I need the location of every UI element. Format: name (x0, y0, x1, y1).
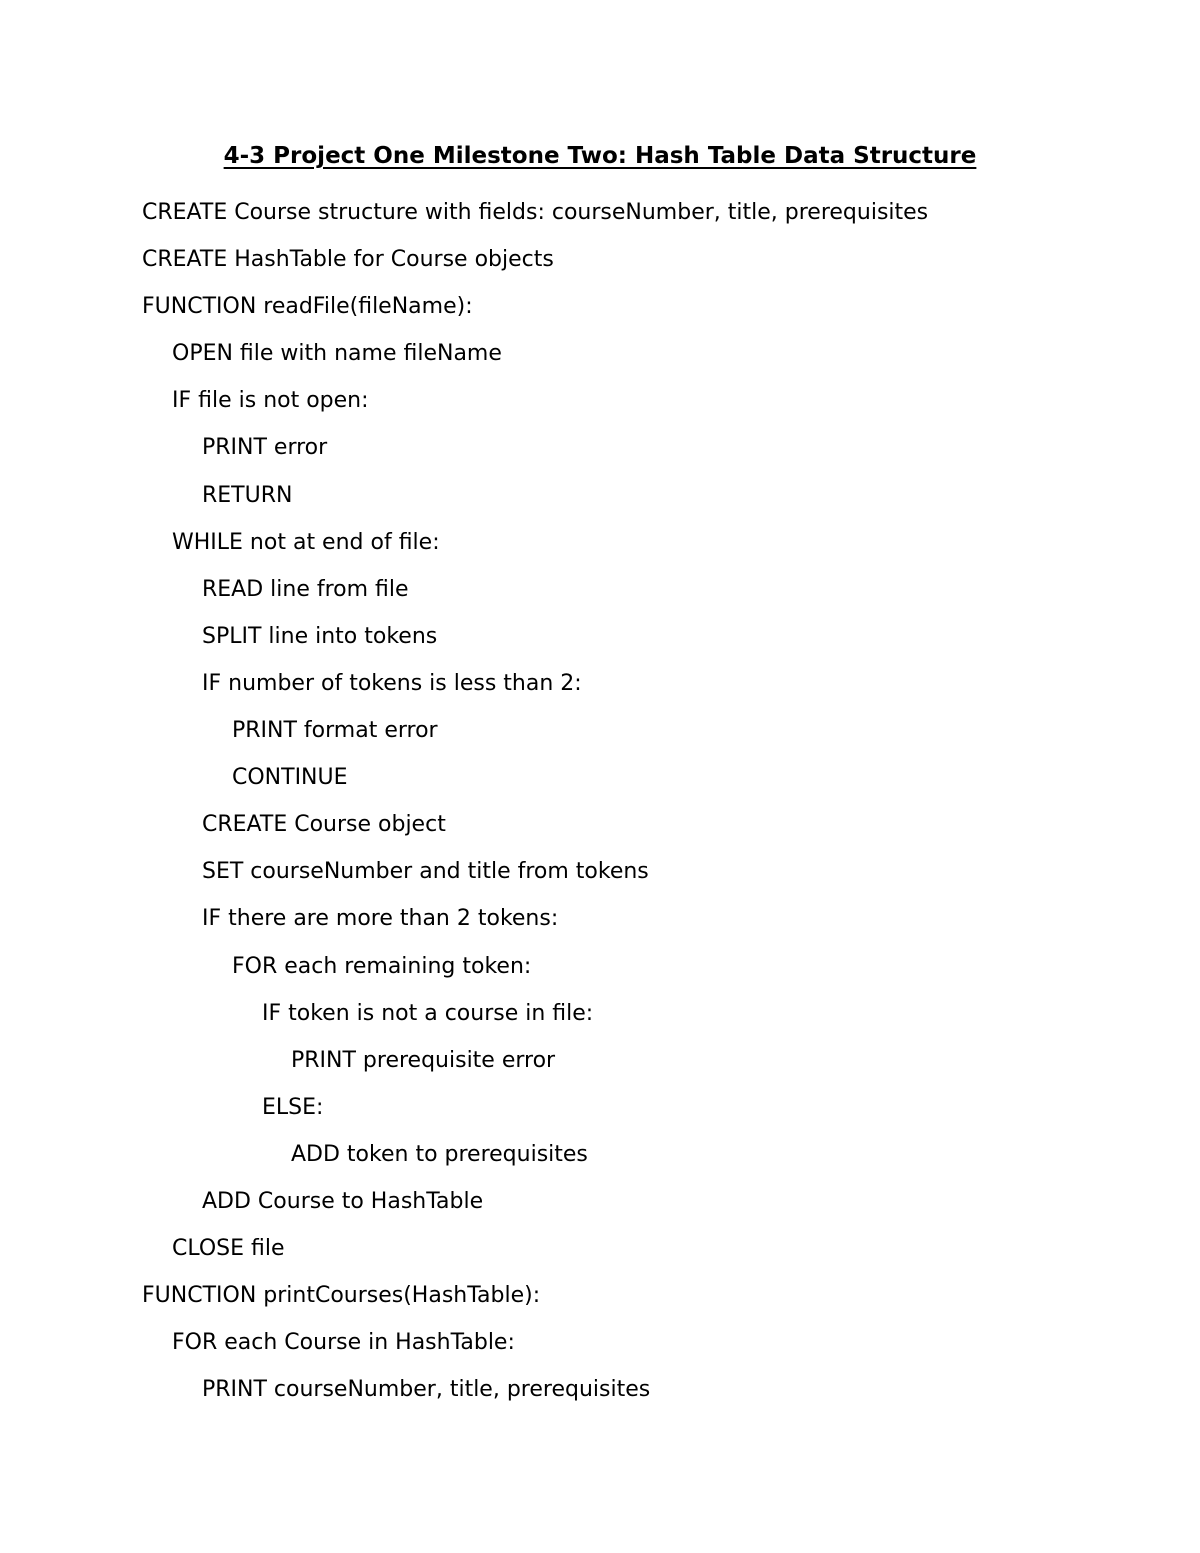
document-title: 4-3 Project One Milestone Two: Hash Table Data Structure (223, 143, 977, 169)
pseudocode-line: CREATE HashTable for Course objects (142, 247, 554, 273)
pseudocode-line: CONTINUE (232, 765, 348, 791)
pseudocode-line: SPLIT line into tokens (202, 623, 438, 649)
pseudocode-line: PRINT error (202, 435, 328, 461)
pseudocode-line: PRINT prerequisite error (291, 1047, 556, 1073)
pseudocode-line: CREATE Course object (202, 812, 446, 838)
pseudocode-line: WHILE not at end of file: (172, 529, 440, 555)
pseudocode-line: FOR each Course in HashTable: (172, 1330, 515, 1356)
pseudocode-line: CREATE Course structure with fields: courseNumber, title, prerequisites (142, 200, 929, 225)
pseudocode-block (142, 197, 928, 1421)
pseudocode-line: READ line from file (202, 576, 409, 602)
pseudocode-line: CLOSE file (172, 1236, 285, 1262)
pseudocode-line: OPEN file with name fileName (172, 341, 502, 367)
pseudocode-line: IF token is not a course in file: (262, 1000, 594, 1026)
pseudocode-line: FUNCTION readFile(fileName): (142, 294, 473, 320)
pseudocode-line: FUNCTION printCourses(HashTable): (142, 1283, 541, 1309)
pseudocode-line: ELSE: (262, 1094, 324, 1120)
pseudocode-line: SET courseNumber and title from tokens (202, 859, 649, 885)
pseudocode-line: IF file is not open: (172, 388, 369, 414)
pseudocode-line: IF number of tokens is less than 2: (202, 670, 582, 696)
pseudocode-line: RETURN (202, 482, 293, 508)
pseudocode-line: FOR each remaining token: (232, 953, 532, 979)
pseudocode-line: PRINT format error (232, 718, 438, 744)
pseudocode-line: PRINT courseNumber, title, prerequisites (202, 1377, 651, 1403)
pseudocode-line: IF there are more than 2 tokens: (202, 906, 559, 932)
pseudocode-line: ADD token to prerequisites (291, 1141, 588, 1167)
pseudocode-line: ADD Course to HashTable (202, 1188, 484, 1214)
